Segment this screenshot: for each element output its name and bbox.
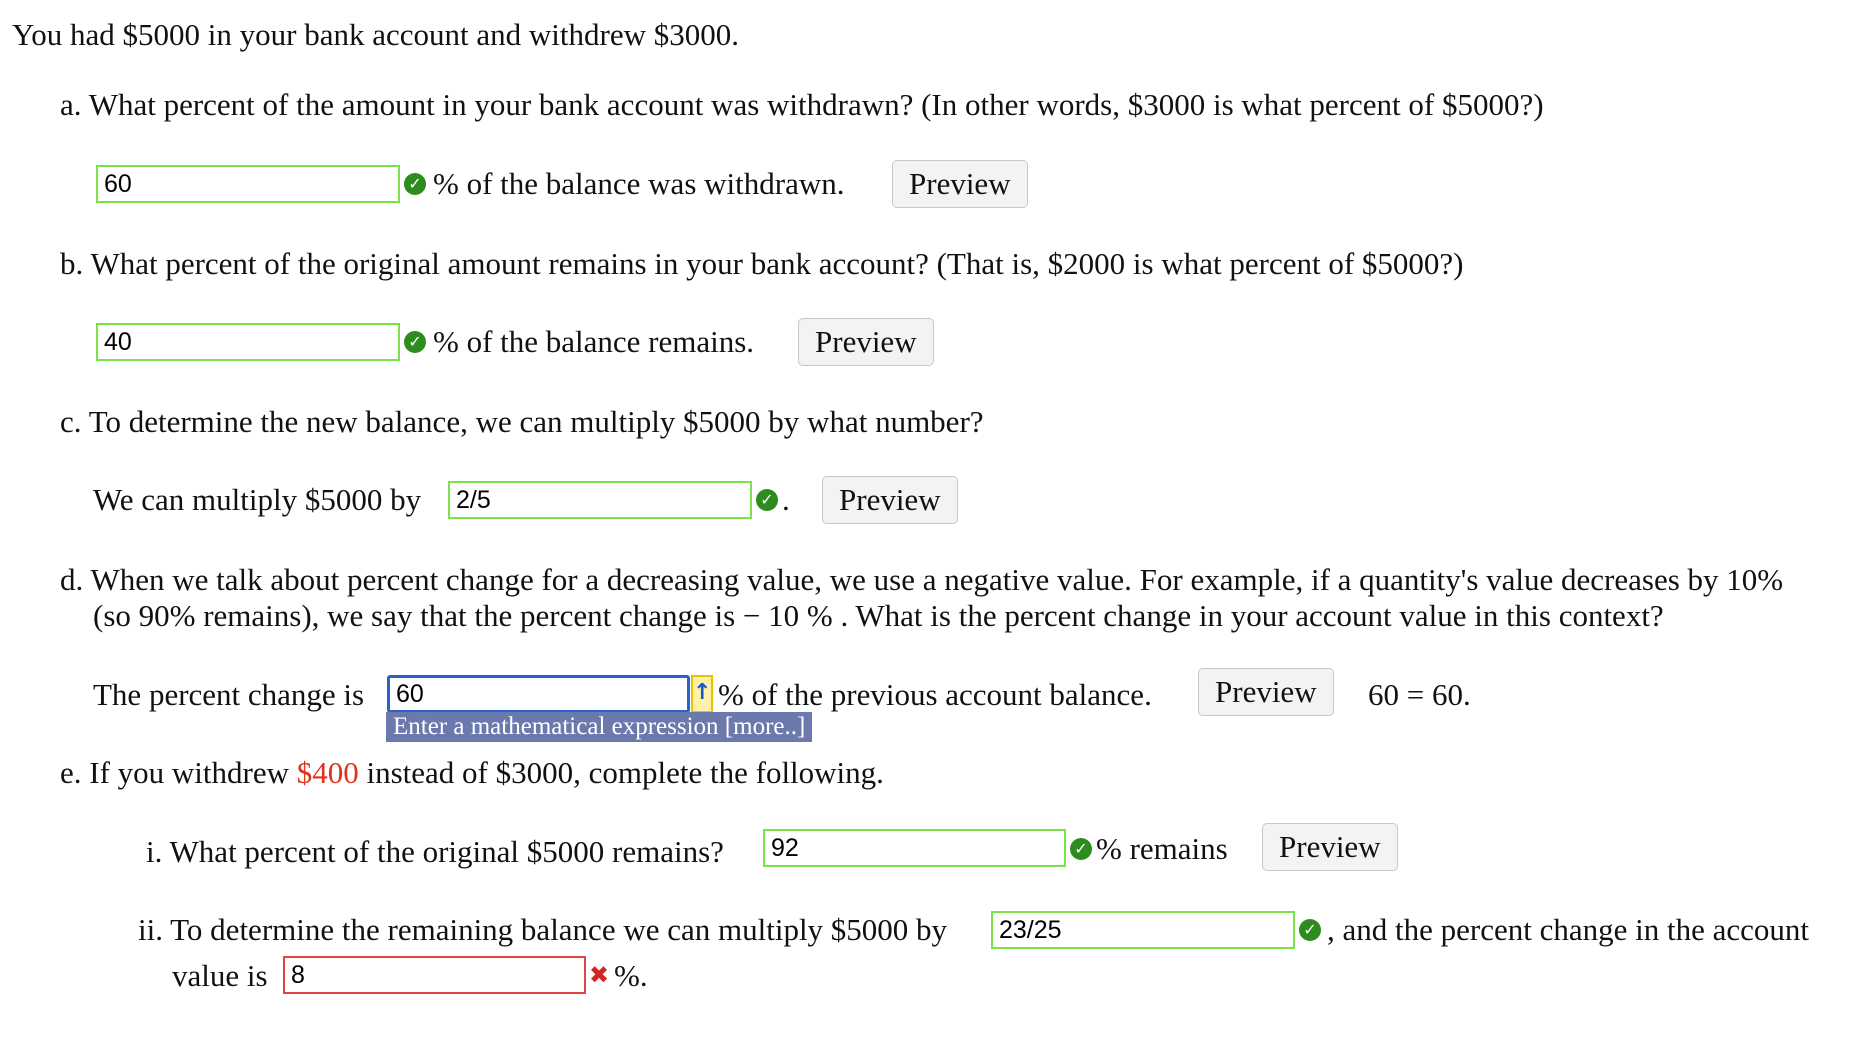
- part-eii-answer1-input[interactable]: [991, 911, 1295, 949]
- part-ei-answer-input[interactable]: [763, 829, 1066, 867]
- check-icon: ✓: [404, 331, 426, 353]
- problem-intro: You had $5000 in your bank account and withdrew $3000.: [12, 17, 739, 52]
- part-a-answer-input[interactable]: [96, 165, 400, 203]
- part-eii-answer2-input[interactable]: [283, 956, 586, 994]
- cross-icon: ✖: [588, 961, 610, 989]
- part-e-question-pre: e. If you withdrew: [60, 755, 289, 790]
- part-d-question-line2: (so 90% remains), we say that the percent change is − 10 % . What is the percent change in your account value in this context?: [93, 598, 1664, 633]
- part-c-question: c. To determine the new balance, we can multiply $5000 by what number?: [60, 404, 984, 439]
- check-icon: ✓: [1070, 838, 1092, 860]
- part-b-answer-input[interactable]: [96, 323, 400, 361]
- part-eii-question: ii. To determine the remaining balance we can multiply $5000 by: [138, 912, 948, 947]
- part-a-preview-button[interactable]: Preview: [892, 160, 1028, 208]
- part-d-question-line1: d. When we talk about percent change for a decreasing value, we use a negative value. For example, if a quantity's value decreases by 10%: [60, 562, 1784, 597]
- part-b-preview-button[interactable]: Preview: [798, 318, 934, 366]
- part-e-question: [60, 754, 884, 791]
- part-eii-line2-prefix: value is: [172, 958, 268, 993]
- part-b-suffix: % of the balance remains.: [433, 324, 755, 359]
- part-b-question: b. What percent of the original amount remains in your bank account? (That is, $2000 is what percent of $5000?): [60, 246, 1464, 281]
- part-d-suffix: % of the previous account balance.: [718, 677, 1152, 712]
- check-icon: ✓: [404, 173, 426, 195]
- part-d-preview-result: 60 = 60.: [1368, 677, 1471, 712]
- part-c-prefix: We can multiply $5000 by: [93, 482, 422, 517]
- check-icon: ✓: [1299, 919, 1321, 941]
- check-icon: ✓: [756, 489, 778, 511]
- part-a-question: a. What percent of the amount in your bank account was withdrawn? (In other words, $3000 is what percent of $5000?): [60, 87, 1544, 122]
- part-d-prefix: The percent change is: [93, 677, 365, 712]
- part-eii-suffix: %.: [614, 958, 648, 993]
- part-e-question-post: instead of $3000, complete the following.: [366, 755, 884, 790]
- part-c-answer-input[interactable]: [448, 481, 752, 519]
- part-d-preview-button[interactable]: Preview: [1198, 668, 1334, 716]
- part-a-suffix: % of the balance was withdrawn.: [433, 166, 845, 201]
- part-eii-mid: , and the percent change in the account: [1327, 912, 1809, 947]
- part-c-preview-button[interactable]: Preview: [822, 476, 958, 524]
- part-ei-preview-button[interactable]: Preview: [1262, 823, 1398, 871]
- input-help-tooltip[interactable]: Enter a mathematical expression [more..]: [386, 712, 812, 742]
- part-d-answer-input[interactable]: [387, 675, 690, 713]
- part-e-amount: $400: [296, 755, 359, 790]
- up-arrow-warning-icon: ↑: [691, 675, 713, 713]
- part-c-suffix: .: [782, 482, 790, 517]
- part-ei-question: i. What percent of the original $5000 remains?: [146, 834, 724, 869]
- part-ei-suffix: % remains: [1096, 831, 1228, 866]
